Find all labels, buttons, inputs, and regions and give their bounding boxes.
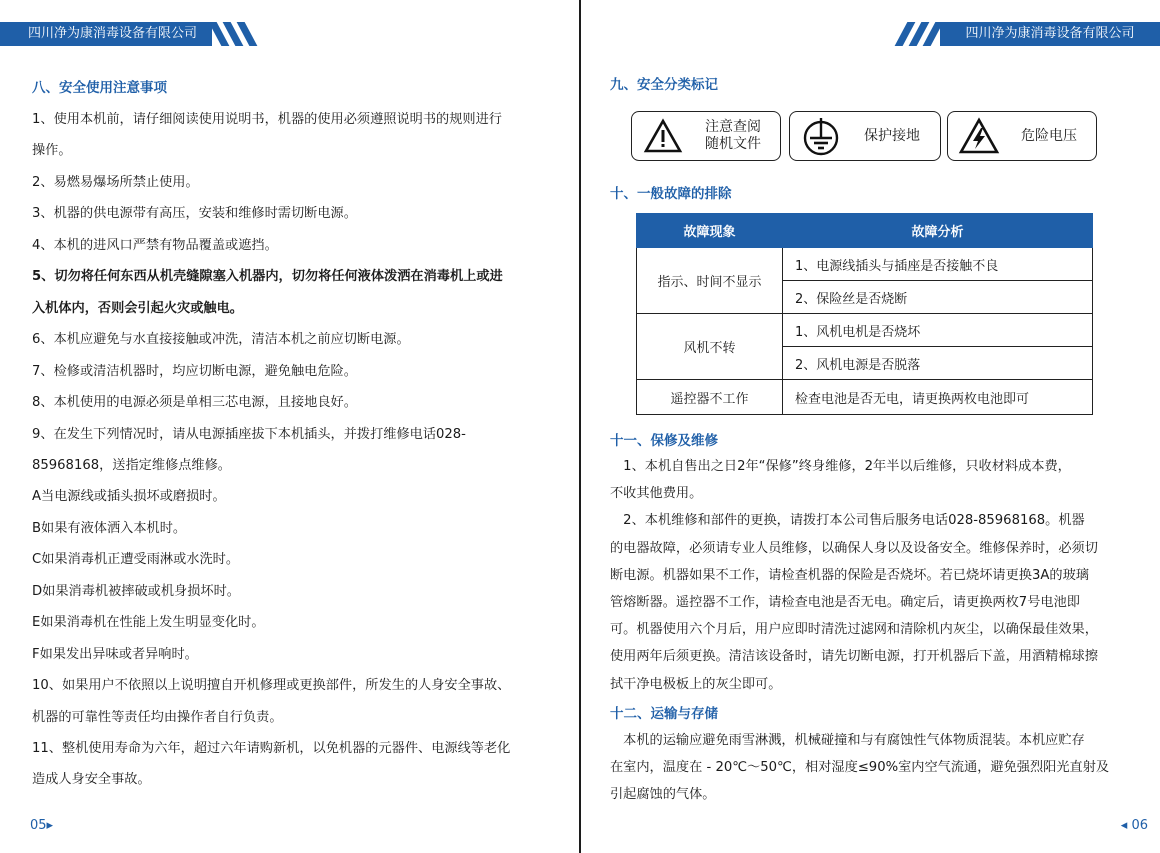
- body-text-line: 1、本机自售出之日2年“保修”终身维修，2年半以后维修，只收材料成本费，: [610, 459, 1071, 474]
- body-text-line: 不收其他费用。: [610, 486, 703, 502]
- body-text-line: 1、使用本机前，请仔细阅读使用说明书，机器的使用必须遵照说明书的规则进行: [32, 112, 502, 127]
- body-text-line: 6、本机应避免与水直接接触或冲洗，清洁本机之前应切断电源。: [32, 332, 410, 348]
- body-text-line: D如果消毒机被摔破或机身损坏时。: [32, 583, 240, 599]
- cause-cell: 1、电源线插头与插座是否接触不良: [783, 248, 1093, 281]
- section-heading-9: 九、安全分类标记: [610, 77, 718, 93]
- banner-slashes-decoration: [898, 22, 940, 46]
- high-voltage-icon: [956, 116, 1002, 156]
- page-number-right: ◂ 06: [1120, 818, 1148, 833]
- symptom-cell: 指示、时间不显示: [637, 248, 783, 314]
- banner-slashes-decoration: [212, 22, 254, 46]
- symbol-label: 危险电压: [1021, 127, 1077, 144]
- body-text-line: 7、检修或清洁机器时，均应切断电源，避免触电危险。: [32, 363, 357, 379]
- body-text-line: 11、整机使用寿命为六年，超过六年请购新机，以免机器的元器件、电源线等老化: [32, 741, 511, 756]
- body-text-line: 2、本机维修和部件的更换，请拨打本公司售后服务电话028-85968168。机器: [610, 513, 1085, 529]
- body-text-line: 引起腐蚀的气体。: [610, 787, 716, 802]
- column-header: 故障现象: [637, 214, 783, 248]
- body-text-line: C如果消毒机正遭受雨淋或水洗时。: [32, 552, 240, 568]
- body-text-line: 造成人身安全事故。: [32, 772, 151, 788]
- table-row: [637, 314, 1093, 347]
- fault-table: [636, 213, 1093, 415]
- body-text-line: 3、机器的供电源带有高压，安装和维修时需切断电源。: [32, 206, 357, 222]
- body-text-line: 断电源。机器如果不工作，请检查机器的保险是否烧坏。若已烧坏请更换3A的玻璃: [610, 567, 1089, 583]
- body-text-line: 可。机器使用六个月后，用户应即时清洗过滤网和清除机内灰尘，以确保最佳效果，: [610, 622, 1098, 638]
- section-heading-12: 十二、运输与存储: [610, 706, 718, 722]
- body-text-line: 入机体内，否则会引起火灾或触电。: [32, 300, 243, 316]
- body-text-line: 5、切勿将任何东西从机壳缝隙塞入机器内，切勿将任何液体泼洒在消毒机上或进: [32, 269, 503, 285]
- page-number-left: 05▸: [30, 818, 54, 833]
- body-text-line: 8、本机使用的电源必须是单相三芯电源，且接地良好。: [32, 395, 357, 411]
- company-name: 四川净为康消毒设备有限公司: [940, 22, 1160, 46]
- body-text-line: 10、如果用户不依照以上说明擅自开机修理或更换部件，所发生的人身安全事故、: [32, 678, 511, 694]
- body-text-line: 9、在发生下列情况时，请从电源插座拔下本机插头，并拨打维修电话028-: [32, 426, 466, 442]
- body-text-line: F如果发出异味或者异响时。: [32, 646, 198, 662]
- body-text-line: 85968168，送指定维修点维修。: [32, 457, 231, 473]
- body-text-line: 拭干净电极板上的灰尘即可。: [610, 676, 782, 692]
- symptom-cell: 风机不转: [637, 314, 783, 380]
- body-text-line: 2、易燃易爆场所禁止使用。: [32, 174, 199, 190]
- symbol-protective-earth: [789, 111, 941, 161]
- body-text-line: 机器的可靠性等责任均由操作者自行负责。: [32, 709, 283, 725]
- body-text-line: 本机的运输应避免雨雪淋溅，机械碰撞和与有腐蚀性气体物质混装。本机应贮存: [610, 733, 1085, 748]
- cause-cell: 2、保险丝是否烧断: [783, 281, 1093, 314]
- left-header-banner: [0, 22, 254, 46]
- column-header: 故障分析: [783, 214, 1093, 248]
- cause-cell: 1、风机电机是否烧坏: [783, 314, 1093, 347]
- body-text-line: 的电器故障，必须请专业人员维修，以确保人身以及设备安全。维修保养时，必须切: [610, 540, 1098, 556]
- table-row: [637, 248, 1093, 281]
- right-header-banner: [898, 22, 1160, 46]
- body-text-line: A当电源线或插头损坏或磨损时。: [32, 489, 226, 505]
- body-text-line: 在室内，温度在 - 20℃～50℃，相对湿度≤90%室内空气流通，避免强烈阳光直射及: [610, 760, 1110, 775]
- section-heading-11: 十一、保修及维修: [610, 433, 718, 449]
- symptom-cell: 遥控器不工作: [637, 380, 783, 415]
- symbol-read-documents: [631, 111, 781, 161]
- body-text-line: B如果有液体洒入本机时。: [32, 520, 187, 536]
- table-header-row: [637, 214, 1093, 248]
- cause-cell: 2、风机电源是否脱落: [783, 347, 1093, 380]
- section-heading-10: 十、一般故障的排除: [610, 186, 732, 202]
- body-text-line: 管熔断器。遥控器不工作，请检查电池是否无电。确定后，请更换两枚7号电池即: [610, 595, 1080, 610]
- symbol-high-voltage: [947, 111, 1097, 161]
- section-heading-8: 八、安全使用注意事项: [32, 80, 167, 96]
- protective-earth-icon: [798, 116, 844, 156]
- symbol-label: 注意查阅 随机文件: [705, 119, 761, 152]
- cause-cell: 检查电池是否无电，请更换两枚电池即可: [783, 380, 1093, 415]
- table-row: [637, 380, 1093, 415]
- warning-triangle-icon: [640, 116, 686, 156]
- body-text-line: 4、本机的进风口严禁有物品覆盖或遮挡。: [32, 237, 278, 253]
- symbol-label: 保护接地: [864, 127, 920, 144]
- body-text-line: 使用两年后须更换。清洁该设备时，请先切断电源，打开机器后下盖，用酒精棉球擦: [610, 649, 1098, 665]
- body-text-line: 操作。: [32, 143, 72, 159]
- body-text-line: E如果消毒机在性能上发生明显变化时。: [32, 615, 265, 631]
- company-name: 四川净为康消毒设备有限公司: [0, 22, 212, 46]
